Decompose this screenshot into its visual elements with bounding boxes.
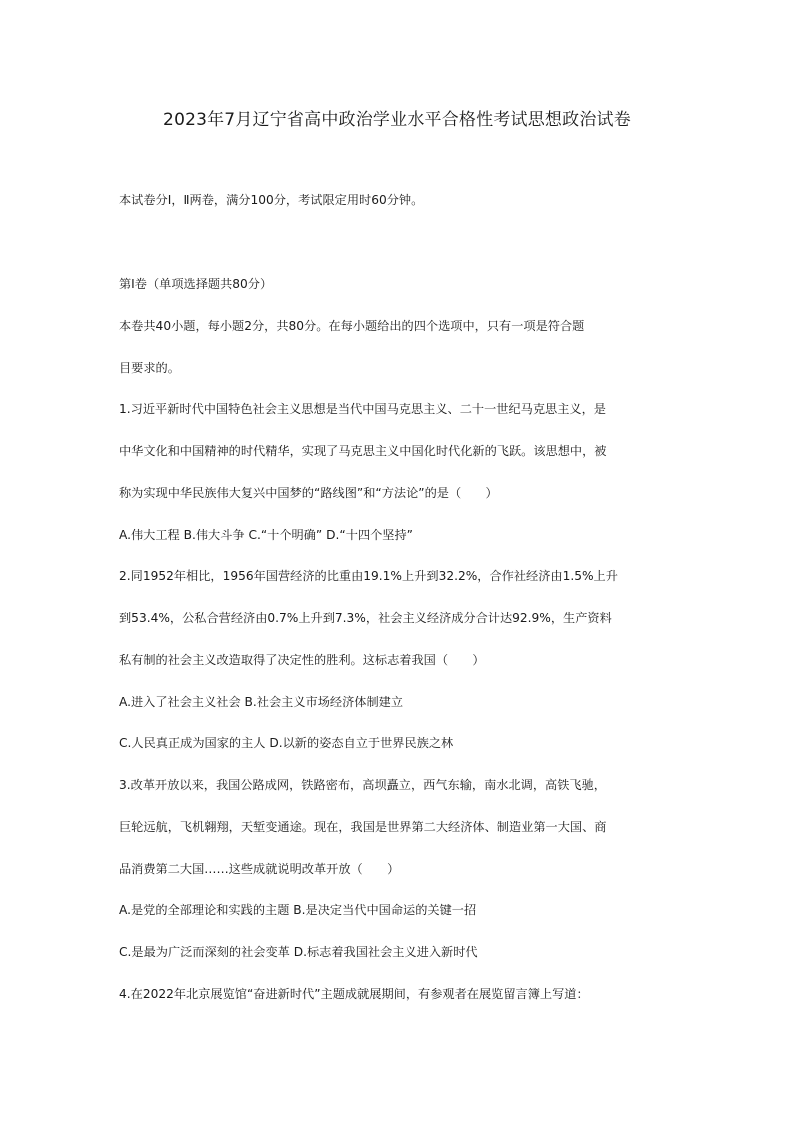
question-3-stem-line: 巨轮远航，飞机翱翔，天堑变通途。现在，我国是世界第二大经济体、制造业第一大国、商 xyxy=(119,820,607,834)
question-3-options: A.是党的全部理论和实践的主题 B.是决定当代中国命运的关键一招 xyxy=(119,903,477,917)
question-3-options: C.是最为广泛而深刻的社会变革 D.标志着我国社会主义进入新时代 xyxy=(119,945,478,959)
instructions-line: 目要求的。 xyxy=(119,361,180,375)
document-title: 2023年7月辽宁省高中政治学业水平合格性考试思想政治试卷 xyxy=(163,110,631,130)
exam-intro: 本试卷分Ⅰ，Ⅱ两卷，满分100分，考试限定用时60分钟。 xyxy=(119,193,424,207)
question-1-stem-line: 称为实现中华民族伟大复兴中国梦的“路线图”和“方法论”的是（ ） xyxy=(119,486,498,500)
section-heading: 第Ⅰ卷（单项选择题共80分） xyxy=(119,277,273,291)
question-4-stem-line: 4.在2022年北京展览馆“奋进新时代”主题成就展期间，有参观者在展览留言簿上写道： xyxy=(119,987,589,1001)
instructions-line: 本卷共40小题，每小题2分，共80分。在每小题给出的四个选项中，只有一项是符合题 xyxy=(119,319,585,333)
question-1-stem-line: 1.习近平新时代中国特色社会主义思想是当代中国马克思主义、二十一世纪马克思主义，是 xyxy=(119,402,606,416)
question-3-stem-line: 品消费第二大国……这些成就说明改革开放（ ） xyxy=(119,862,400,876)
question-2-stem-line: 私有制的社会主义改造取得了决定性的胜利。这标志着我国（ ） xyxy=(119,653,485,667)
question-2-options: A.进入了社会主义社会 B.社会主义市场经济体制建立 xyxy=(119,695,404,709)
question-1-options: A.伟大工程 B.伟大斗争 C.“十个明确” D.“十四个坚持” xyxy=(119,528,413,542)
question-1-stem-line: 中华文化和中国精神的时代精华，实现了马克思主义中国化时代化新的飞跃。该思想中，被 xyxy=(119,444,607,458)
question-2-stem-line: 到53.4%，公私合营经济由0.7%上升到7.3%，社会主义经济成分合计达92.9%，生产资料 xyxy=(119,611,612,625)
question-3-stem-line: 3.改革开放以来，我国公路成网，铁路密布，高坝矗立，西气东输，南水北调，高铁飞驰， xyxy=(119,778,606,792)
question-2-options: C.人民真正成为国家的主人 D.以新的姿态自立于世界民族之林 xyxy=(119,736,454,750)
question-2-stem-line: 2.同1952年相比，1956年国营经济的比重由19.1%上升到32.2%，合作社经济由1.5%上升 xyxy=(119,569,618,583)
